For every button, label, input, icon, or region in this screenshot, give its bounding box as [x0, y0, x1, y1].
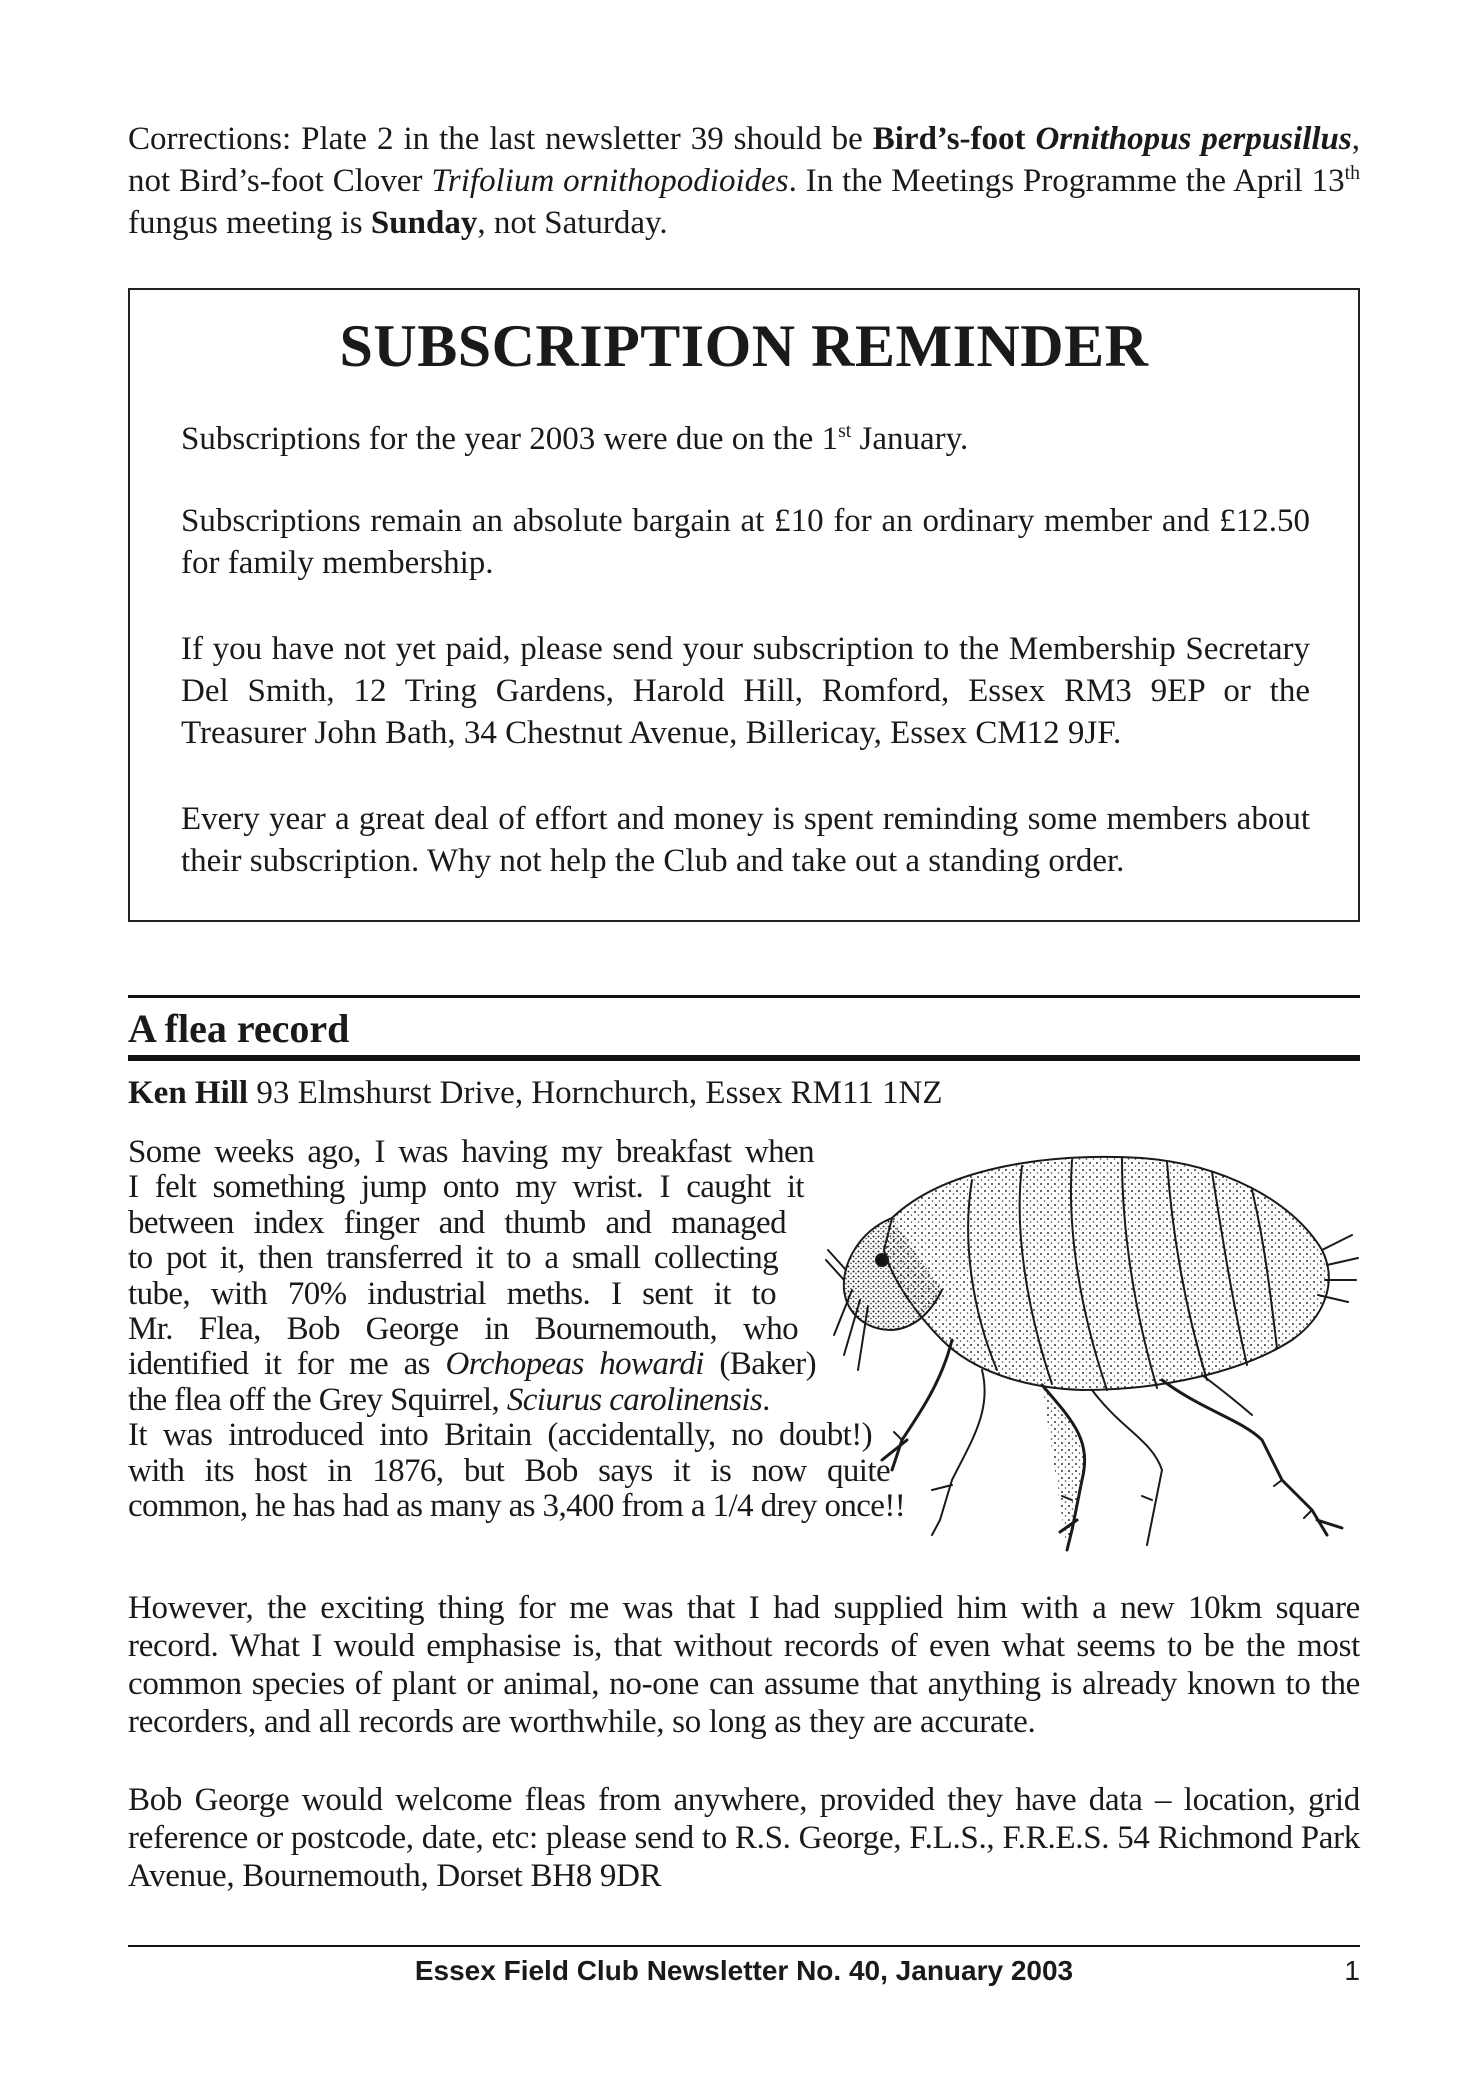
article-author-line — [128, 1072, 943, 1114]
article-paragraph-contact: Bob George would welcome fleas from anywhere, provided they have data – location, grid reference or postcode, date, etc: please send to R.S. George, F.L.S., F.R.E.S. 54 Richmond Park Avenue, Bournemouth, Dorset BH8 9DR — [128, 1782, 1360, 1894]
article-title: A flea record — [128, 1006, 350, 1051]
subscription-payment-paragraph: If you have not yet paid, please send your subscription to the Membership Secretary Del Smith, 12 Tring Gardens, Harold Hill, Romford, Essex RM3 9EP or the Treasurer John Bath, 34 Chestnut Avenue, Billericay, Essex CM12 9JF. — [181, 631, 1310, 751]
subscription-text: January. — [851, 421, 969, 457]
species-name: Orchopeas howardi — [445, 1346, 704, 1383]
footer-rule — [128, 1945, 1360, 1947]
subscription-text: Subscriptions for the year 2003 were due on the 1 — [181, 421, 839, 457]
text-line — [128, 1347, 816, 1382]
corrections-text: fungus meeting is — [128, 205, 371, 241]
text-line: It was introduced into Britain (accidentally, no doubt!) — [128, 1417, 872, 1454]
corrections-text: , not Bird’s-foot Clover — [128, 121, 1360, 199]
text-line: Mr. Flea, Bob George in Bournemouth, who — [128, 1311, 798, 1348]
subscription-price-paragraph: Subscriptions remain an absolute bargain at £10 for an ordinary member and £12.50 for family membership. — [181, 503, 1310, 581]
footer-title: Essex Field Club Newsletter No. 40, January 2003 — [414, 1955, 1074, 1986]
subscription-due-paragraph — [181, 418, 1310, 460]
text-line: between index finger and thumb and managed — [128, 1204, 786, 1241]
newsletter-page — [128, 0, 1360, 2100]
subscription-title: SUBSCRIPTION REMINDER — [339, 313, 1149, 379]
article-author-address: 93 Elmshurst Drive, Hornchurch, Essex RM11 1NZ — [248, 1075, 943, 1111]
ordinal-suffix: th — [1344, 162, 1361, 184]
text-line — [128, 1383, 848, 1418]
ordinal-suffix: st — [838, 420, 852, 442]
text-line: with its host in 1876, but Bob says it is now quite — [128, 1452, 890, 1489]
text-segment: (Baker) — [703, 1346, 816, 1383]
corrections-day: Sunday — [370, 205, 478, 241]
article-intro-text — [128, 1135, 918, 1524]
corrections-text: . In the Meetings Programme the April 13 — [788, 163, 1345, 199]
page-number: 1 — [1344, 1955, 1360, 1986]
text-segment: identified it for me as — [128, 1346, 446, 1383]
text-line: Some weeks ago, I was having my breakfast when — [128, 1134, 814, 1170]
text-segment: . — [762, 1381, 770, 1418]
text-line: tube, with 70% industrial meths. I sent it to — [128, 1275, 776, 1312]
subscription-standing-order-paragraph: Every year a great deal of effort and money is spent reminding some members about their subscription. Why not help the Club and take out a standing order. — [181, 801, 1310, 879]
text-line: common, he has had as many as 3,400 from a 1/4 drey once!! — [128, 1488, 906, 1525]
corrections-text: Corrections: Plate 2 in the last newsletter 39 should be — [128, 121, 873, 157]
article-top-rule — [128, 995, 1360, 998]
article-author: Ken Hill — [128, 1075, 249, 1111]
corrections-paragraph — [128, 118, 1360, 244]
text-line: to pot it, then transferred it to a small collecting — [128, 1240, 778, 1277]
corrections-text: , not Saturday. — [477, 205, 668, 241]
species-name: Sciurus carolinensis — [506, 1381, 763, 1418]
text-line: I felt something jump onto my wrist. I caught it — [128, 1169, 804, 1206]
article-title-rule — [128, 1055, 1360, 1061]
corrections-wrong-species: Trifolium ornithopodioides — [431, 163, 789, 199]
article-paragraph-record: However, the exciting thing for me was that I had supplied him with a new 10km square record. What I would emphasise is, that without records of even what seems to be the most common species of plant or animal, no-one can assume that anything is already known to the recorders, and all records are worthwhile, so long as they are accurate. — [128, 1590, 1360, 1740]
corrections-bold-name: Bird’s-foot — [872, 121, 1036, 157]
page-footer — [128, 1951, 1360, 1995]
subscription-reminder-box — [128, 288, 1360, 922]
text-segment: the flea off the Grey Squirrel, — [128, 1381, 507, 1418]
flea-illustration-icon — [822, 1140, 1360, 1570]
corrections-species-name: Ornithopus perpusillus — [1035, 121, 1352, 157]
